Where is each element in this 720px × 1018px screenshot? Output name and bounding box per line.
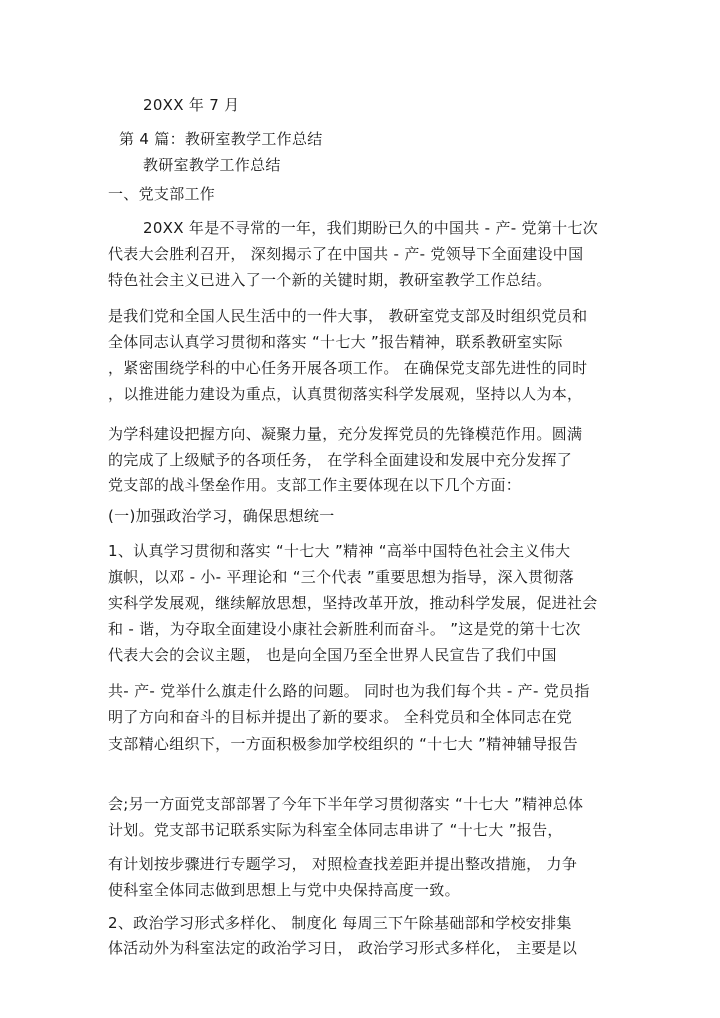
paragraph-line: 的完成了上级赋予的各项任务， 在学科全面建设和发展中充分发挥了 bbox=[108, 451, 573, 469]
paragraph-line: 计划。党支部书记联系实际为科室全体同志串讲了 “十七大 ”报告， bbox=[108, 821, 563, 839]
paragraph-line: 全体同志认真学习贯彻和落实 “十七大 ”报告精神，联系教研室实际 bbox=[108, 333, 563, 351]
paragraph-line: 20XX 年是不寻常的一年，我们期盼已久的中国共 - 产- 党第十七次 bbox=[143, 219, 599, 237]
paragraph-line: 是我们党和全国人民生活中的一件大事， 教研室党支部及时组织党员和 bbox=[108, 307, 588, 325]
paragraph-line: 旗帜，以邓 - 小- 平理论和 “三个代表 ”重要思想为指导，深入贯彻落 bbox=[108, 568, 575, 586]
paragraph-line: 为学科建设把握方向、凝聚力量，充分发挥党员的先锋模范作用。圆满 bbox=[108, 425, 583, 443]
paragraph-line: 支部精心组织下，一方面积极参加学校组织的 “十七大 ”精神辅导报告 bbox=[108, 735, 578, 753]
paragraph-line: 2、政治学习形式多样化、 制度化 每周三下午除基础部和学校安排集 bbox=[108, 914, 572, 932]
paragraph-line: 共- 产- 党举什么旗走什么路的问题。 同时也为我们每个共 - 产- 党员指 bbox=[108, 682, 590, 700]
paragraph-line: 代表大会的会议主题， 也是向全国乃至全世界人民宣告了我们中国 bbox=[108, 646, 557, 664]
paragraph-line: 和 - 谐，为夺取全面建设小康社会新胜利而奋斗。 ”这是党的第十七次 bbox=[108, 620, 581, 638]
paragraph-line: ，以推进能力建设为重点，认真贯彻落实科学发展观，坚持以人为本， bbox=[108, 385, 583, 403]
paragraph-line: 特色社会主义已进入了一个新的关键时期，教研室教学工作总结。 bbox=[108, 271, 552, 289]
paragraph-line: 使科室全体同志做到思想上与党中央保持高度一致。 bbox=[108, 881, 460, 899]
section-title: 教研室教学工作总结 bbox=[143, 156, 281, 174]
section-heading: 第 4 篇：教研室教学工作总结 bbox=[119, 130, 323, 148]
paragraph-line: 1、认真学习贯彻和落实 “十七大 ”精神 “高举中国特色社会主义伟大 bbox=[108, 542, 571, 560]
paragraph-line: 体活动外为科室法定的政治学习日， 政治学习形式多样化， 主要是以 bbox=[108, 939, 578, 957]
date-line: 20XX 年 7 月 bbox=[143, 96, 240, 114]
paragraph-line: 代表大会胜利召开， 深刻揭示了在中国共 - 产- 党领导下全面建设中国 bbox=[108, 245, 584, 263]
paragraph-line: 有计划按步骤进行专题学习， 对照检查找差距并提出整改措施， 力争 bbox=[108, 855, 578, 873]
paragraph-line: ，紧密围绕学科的中心任务开展各项工作。 在确保党支部先进性的同时 bbox=[108, 359, 588, 377]
subheading: (一)加强政治学习，确保思想统一 bbox=[108, 507, 335, 525]
paragraph-line: 会;另一方面党支部部署了今年下半年学习贯彻落实 “十七大 ”精神总体 bbox=[108, 795, 584, 813]
paragraph-line: 实科学发展观，继续解放思想，坚持改革开放，推动科学发展，促进社会 bbox=[108, 594, 598, 612]
paragraph-line: 明了方向和奋斗的目标并提出了新的要求。 全科党员和全体同志在党 bbox=[108, 708, 573, 726]
paragraph-line: 党支部的战斗堡垒作用。支部工作主要体现在以下几个方面： bbox=[108, 476, 522, 494]
part-heading: 一、党支部工作 bbox=[108, 185, 216, 203]
